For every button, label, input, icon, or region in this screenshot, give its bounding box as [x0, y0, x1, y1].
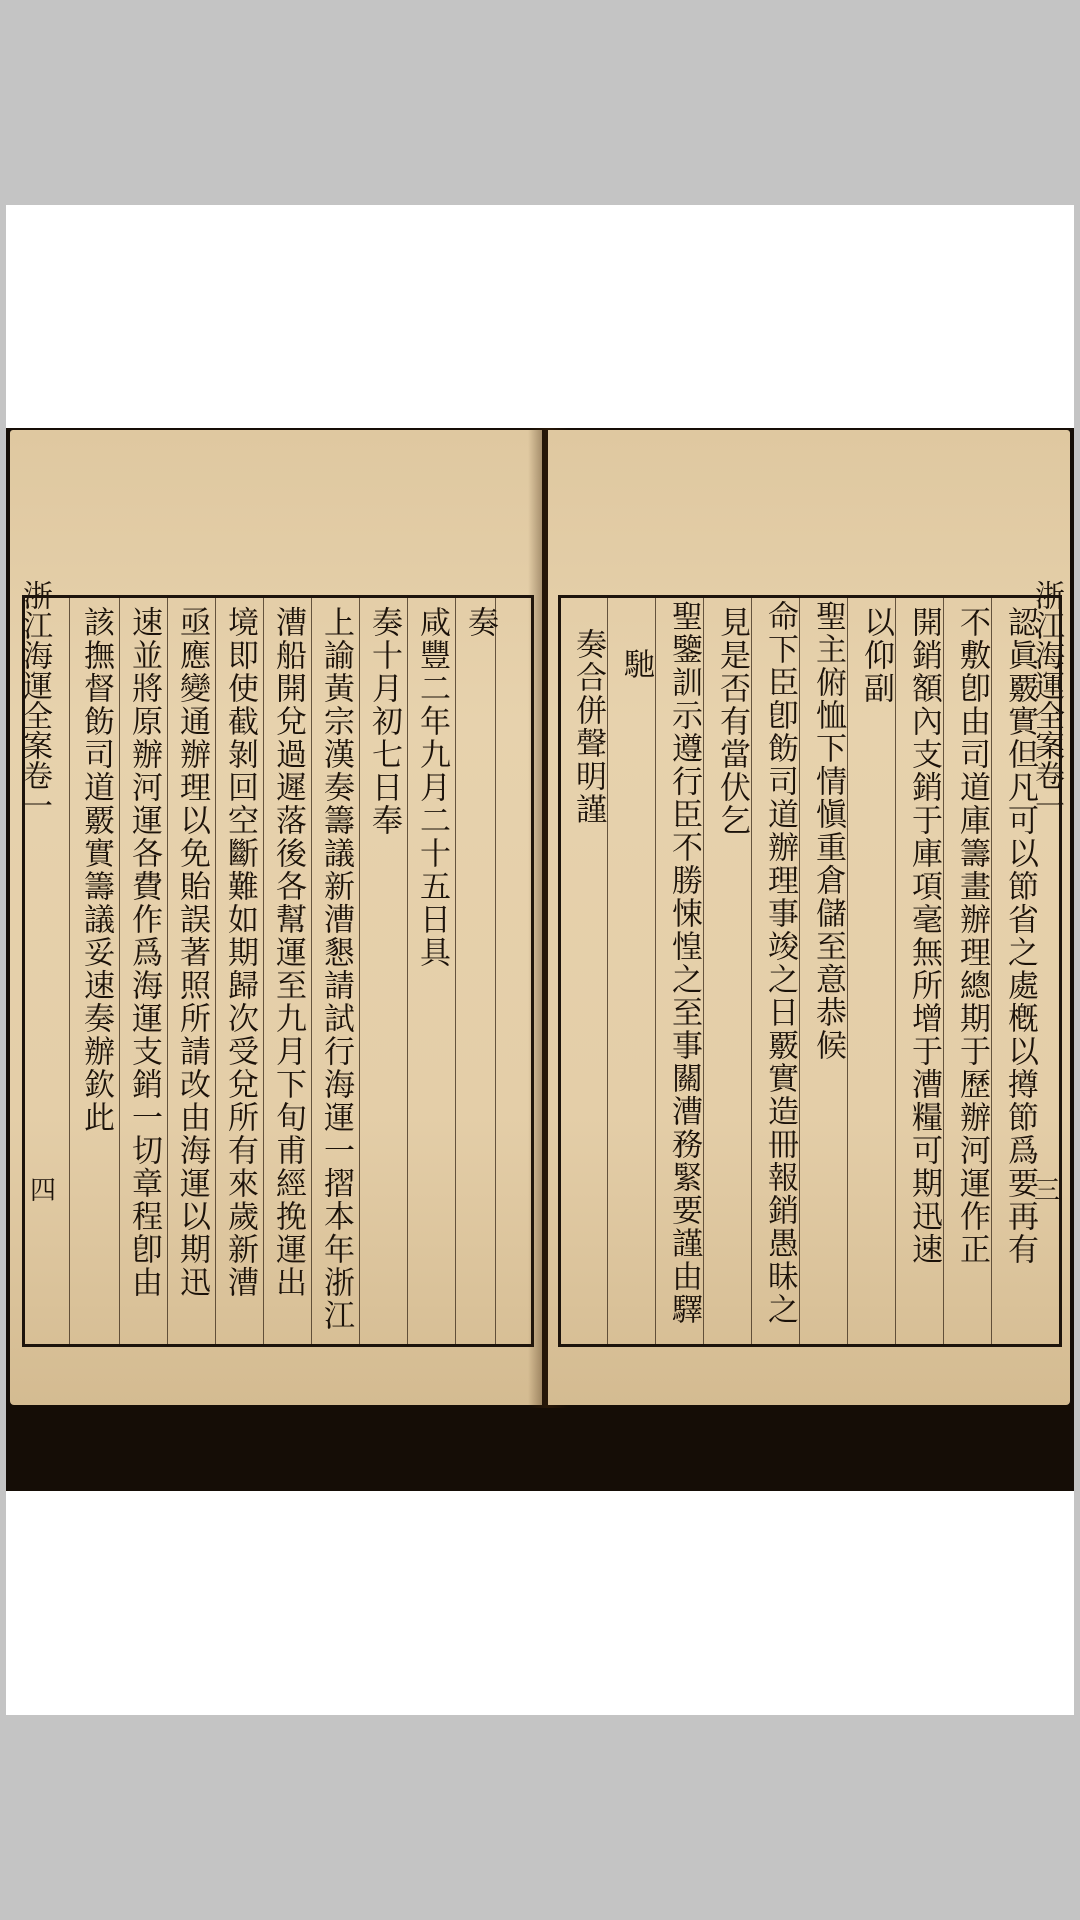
text-column: 命下臣卽飭司道辦理事竣之日覈實造冊報銷愚昧之	[762, 600, 798, 1326]
text-column: 聖主俯恤下情愼重倉儲至意恭候	[810, 600, 846, 1062]
left-text-frame	[22, 595, 534, 1347]
text-column: 境即使截剝回空斷難如期歸次受兌所有來歲新漕	[222, 606, 258, 1299]
left-page-number: 四	[30, 1176, 57, 1206]
left-volume: 卷一	[17, 760, 52, 820]
text-column: 咸豐二年九月二十五日具	[414, 606, 450, 969]
text-column: 以仰副	[858, 606, 894, 705]
text-column: 該撫督飭司道覈實籌議妥速奏辦欽此	[78, 606, 114, 1134]
text-column: 速並將原辦河運各費作爲海運支銷一切章程卽由	[126, 606, 162, 1299]
book-photo	[6, 428, 1074, 1491]
left-page	[10, 430, 542, 1405]
text-column: 不敷卽由司道庫籌畫辦理總期于歷辦河運作正	[954, 606, 990, 1266]
right-page-number: 三	[1034, 1176, 1061, 1206]
text-column: 聖鑒訓示遵行臣不勝悚惶之至事關漕務緊要謹由驛	[666, 600, 702, 1326]
text-column: 見是否有當伏乞	[714, 606, 750, 837]
text-column: 奏合併聲明謹	[570, 628, 606, 826]
text-column: 開銷額內支銷于庫項毫無所增于漕糧可期迅速	[906, 606, 942, 1266]
right-title: 浙江海運全案	[1029, 580, 1064, 760]
right-volume: 卷一	[1029, 760, 1064, 820]
text-column: 奏	[462, 606, 498, 639]
text-column: 認眞覈實但凡可以節省之處槪以撙節爲要再有	[1002, 606, 1038, 1266]
text-column: 奏十月初七日奉	[366, 606, 402, 837]
text-column: 亟應變通辦理以免貽誤著照所請改由海運以期迅	[174, 606, 210, 1299]
text-column: 漕船開兌過遲落後各幫運至九月下旬甫經挽運出	[270, 606, 306, 1299]
text-column: 馳	[618, 648, 654, 681]
text-column: 上諭黃宗漢奏籌議新漕懇請試行海運一摺本年浙江	[318, 606, 354, 1332]
right-text-frame	[558, 595, 1062, 1347]
left-title: 浙江海運全案	[17, 580, 52, 760]
right-page	[548, 430, 1070, 1405]
